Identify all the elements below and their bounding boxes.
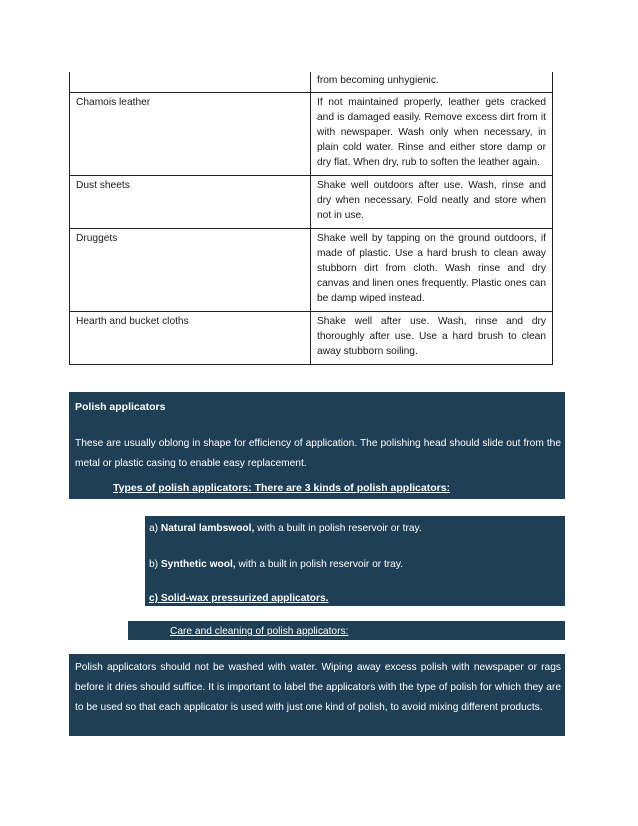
care-caption: Care and cleaning of polish applicators: — [170, 626, 349, 637]
types-heading: Types of polish applicators: There are 3 kinds of polish applicators: — [113, 482, 451, 494]
list-item-prefix: b) — [149, 559, 161, 570]
table-cell-item: Dust sheets — [70, 176, 311, 229]
list-item-name: Natural lambswool, — [160, 523, 255, 534]
table-cell-care: Shake well after use. Wash, rinse and dry thoroughly after use. Use a hard brush to clean away stubborn soiling. — [311, 312, 553, 365]
table-row — [70, 312, 553, 365]
polish-applicators-block — [69, 392, 565, 499]
section-heading: Polish applicators — [75, 401, 166, 413]
table-cell-care: from becoming unhygienic. — [311, 72, 553, 93]
list-item-text: with a built in polish reservoir or tray. — [235, 559, 404, 570]
table-cell-item: Chamois leather — [70, 93, 311, 176]
care-caption-bar — [128, 621, 565, 640]
table-cell-item — [70, 72, 311, 93]
list-item — [149, 593, 328, 604]
cleaning-table — [69, 72, 553, 365]
intro-paragraph: These are usually oblong in shape for efficiency of application. The polishing head should slide out from the metal or plastic casing to enable easy replacement. — [75, 438, 561, 469]
table-row — [70, 93, 553, 176]
care-paragraph-block — [69, 654, 565, 736]
table-row — [70, 176, 553, 229]
list-item — [149, 523, 422, 534]
list-item-name: c) Solid-wax pressurized applicators. — [149, 593, 329, 604]
table-cell-item: Hearth and bucket cloths — [70, 312, 311, 365]
table-cell-item: Druggets — [70, 229, 311, 312]
table-row — [70, 72, 553, 93]
list-item — [149, 559, 403, 570]
list-item-prefix: a) — [149, 523, 161, 534]
list-item-text: with a built in polish reservoir or tray. — [254, 523, 422, 534]
applicator-types-list — [145, 516, 565, 606]
list-item-name: Synthetic wool, — [160, 559, 236, 570]
care-paragraph: Polish applicators should not be washed with water. Wiping away excess polish with newspaper or rags before it dries should suffice. It is important to label the applicators with the type of polish for which they are to be used so that each applicator is used with just one kind of polish, to avoid mixing different products. — [75, 662, 561, 713]
table-cell-care: If not maintained properly, leather gets cracked and is damaged easily. Remove excess dirt from it with newspaper. Wash only when necessary, in plain cold water. Rinse and either store damp or dry flat. When dry, rub to soften the leather again. — [311, 93, 553, 176]
table-cell-care: Shake well outdoors after use. Wash, rinse and dry when necessary. Fold neatly and store when not in use. — [311, 176, 553, 229]
table-row — [70, 229, 553, 312]
table-cell-care: Shake well by tapping on the ground outdoors, if made of plastic. Use a hard brush to clean away stubborn dirt from cloth. Wash rinse and dry canvas and linen ones frequently. Plastic ones can be damp wiped instead. — [311, 229, 553, 312]
